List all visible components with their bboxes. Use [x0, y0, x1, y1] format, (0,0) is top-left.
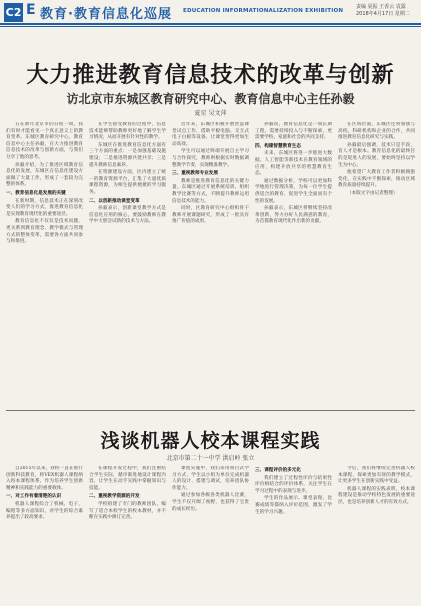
- article1-byline: 夏星 吴文萍: [194, 110, 227, 117]
- paragraph: 机器人课程的实践表明，校本课程建设是推动学校特色发展的重要途径，也是培养创新人才的有效方式。: [338, 486, 415, 505]
- paragraph: 在资源建设方面，区内建立了统一的教育资源平台，汇集了大量优质课程资源，为师生提供便捷的学习服务。: [89, 170, 166, 195]
- section-heading: 二、重视教学资源的开发: [89, 494, 140, 500]
- paragraph: 在学生接受教育的过程中，信息技术能够帮助教师更好地了解学生学习情况，从而开展有针对性的教学。: [89, 122, 166, 141]
- section-heading: 三、重视教师专业发展: [172, 171, 218, 177]
- paragraph: 机器人课程综合了机械、电子、编程等多方面知识，对学生的综合素养提出了较高要求。: [6, 501, 83, 521]
- text-column: [255, 466, 332, 604]
- paragraph: 孙毅表示，东城区将继续坚持改革创新，努力办好人民满意的教育，为首都教育现代化作出新的贡献。: [255, 206, 332, 225]
- paragraph: 在区域层面，东城区还将加强与高校、科研机构和企业的合作，共同推进教育信息化研究与实践。: [338, 122, 415, 141]
- paragraph: 教育信息化不仅仅是技术问题，更关系到教育理念、教学模式与管理方式的整体变革，需要各方面共同参与和推进。: [6, 219, 83, 245]
- paragraph: 同时，区教育研究中心组织骨干教师开展课题研究，形成了一批具有推广价值的成果。: [172, 206, 249, 225]
- text-column: [89, 122, 166, 402]
- text-column: [255, 122, 332, 402]
- section-letter: E: [26, 2, 36, 18]
- text-column: [6, 466, 83, 604]
- article1-body: [6, 122, 415, 402]
- section-heading: 一、教育信息化是发展的关键: [6, 190, 66, 196]
- section-title: 教育·教育信息化巡展: [40, 7, 172, 22]
- paragraph: 近年来，东城区积极开展智慧课堂试点工作，借助平板电脑、交互式电子白板等设备，让课堂变得更加生动高效。: [172, 122, 249, 147]
- article2-body: [6, 466, 415, 604]
- section-title-en: EDUCATION INFORMATIONALIZATION EXHIBITION: [183, 8, 344, 14]
- paragraph: （本版文字由记者整理）: [347, 190, 398, 196]
- article1-headline: 大力推进教育信息技术的改革与创新: [26, 62, 395, 88]
- paragraph: 教师是推进教育信息化的关键力量。东城区通过开展系统培训、组织教学比赛等方式，不断提升教师运用信息技术的能力。: [172, 178, 249, 204]
- section-heading: 四、构建智慧教育生态: [255, 143, 301, 149]
- page-header: [0, 0, 421, 28]
- paragraph: 在新时期，信息技术正在深刻改变人们的学习方式，推进教育信息化是实现教育现代化的重要途径。: [6, 198, 83, 217]
- text-column: [89, 466, 166, 604]
- paragraph: 东城区在推进教育信息化方面有三个方面的重点：一是加强基础设施建设；二是推进资源共建共享；三是提升教师信息素养。: [89, 142, 166, 168]
- paragraph: 我们建立了过程性评价与结果性评价相结合的评价体系，关注学生在学习过程中的表现与进步。: [255, 475, 332, 494]
- paragraph: 通过参加各级各类机器人比赛，学生不仅开阔了视野，也获得了宝贵的成长经历。: [172, 493, 249, 512]
- text-column: [338, 122, 415, 402]
- page-number-badge: C2: [4, 3, 23, 22]
- article-divider: [6, 410, 415, 411]
- paragraph: 自2015年以来，我校一直在推行创新科技教育，将VEX机器人课程纳入校本课程体系，作为培养学生创新精神和实践能力的重要载体。: [6, 466, 83, 491]
- date-line: 2018年4月17日 星期二: [356, 11, 410, 17]
- section-heading: 二、以创新推动课堂变革: [89, 198, 140, 204]
- paragraph: 学生的作品展示、课堂表现、比赛成绩等都纳入评价范围，激发了学生的学习兴趣。: [255, 496, 332, 515]
- editor-line: 责编 夏振 王香云 袁露: [356, 4, 406, 10]
- text-column: [6, 122, 83, 402]
- article2-headline: 浅谈机器人校本课程实践: [100, 430, 321, 452]
- section-heading: 一、对工作有着清楚的认识: [6, 494, 62, 500]
- paragraph: 在课程开发过程中，我们注重结合学生实际，循序渐进地设计课程内容，让学生在动手实践中掌握知识与技能。: [89, 466, 166, 491]
- paragraph: 五在新年北京市的日程一项，我们有时才能看见一个真正意义上的教育变革。东城区教育研究中心、教育信息中心主任孙毅，在大力推进教育信息技术的改革与创新方面，与我们分享了他的思考。: [6, 122, 83, 160]
- paragraph: 孙毅表示，创新课堂教学方式是信息化应用的核心，要鼓励教师在教学中大胆尝试新的技术与方法。: [89, 206, 166, 225]
- paragraph: 他希望广大教育工作者积极拥抱变化，在实践中不断探索，推动区域教育质量持续提升。: [338, 170, 415, 189]
- paragraph: 学生可以通过终端开展自主学习与合作探究，教师则根据实时数据调整教学节奏，实现精准教学。: [172, 149, 249, 168]
- paragraph: 孙毅说，教育信息化是一项长期工程，需要持续投入与不断探索，更需要学校、家庭和社会的共同支持。: [255, 122, 332, 141]
- text-column: [338, 466, 415, 604]
- header-rule-thin: [0, 26, 421, 27]
- header-rule: [0, 23, 421, 25]
- text-column: [172, 122, 249, 402]
- text-column: [172, 466, 249, 604]
- paragraph: 学校组建了专门的教师团队，编写了适合本校学生的校本教材，并不断在实践中修订完善。: [89, 501, 166, 521]
- section-heading: 三、课程评价的多元化: [255, 468, 301, 473]
- paragraph: 课程实施中，我们采用项目式学习方式，学生以小组为单位完成机器人的设计、搭建与调试，培养团队协作能力。: [172, 466, 249, 491]
- paragraph: 今后，我们将继续完善机器人校本课程，探索更加有效的教学模式，让更多学生在创新实践中受益。: [338, 466, 415, 485]
- paragraph: 未来，东城区将进一步推进大数据、人工智能等新技术在教育领域的应用，构建开放共享的智慧教育生态。: [255, 151, 332, 177]
- article1-subhead: 访北京市东城区教育研究中心、教育信息中心主任孙毅: [66, 92, 355, 106]
- article2-byline: 北京市第二十一中学 洪启岭 张立: [166, 455, 255, 462]
- editor-meta: [356, 4, 410, 18]
- paragraph: 孙毅最后强调，技术只是手段，育人才是根本。教育信息化的最终目的是促进人的发展，要始终坚持以学生为中心。: [338, 142, 415, 168]
- paragraph: 通过数据分析，学校可以更加科学地进行管理决策，为每一位学生提供适合的教育，促进学生全面而有个性的发展。: [255, 178, 332, 204]
- paragraph: 孙毅介绍，为了推进区域教育信息化的发展，东城区在信息化建设方面做了大量工作，形成了一套较为完整的体系。: [6, 162, 83, 188]
